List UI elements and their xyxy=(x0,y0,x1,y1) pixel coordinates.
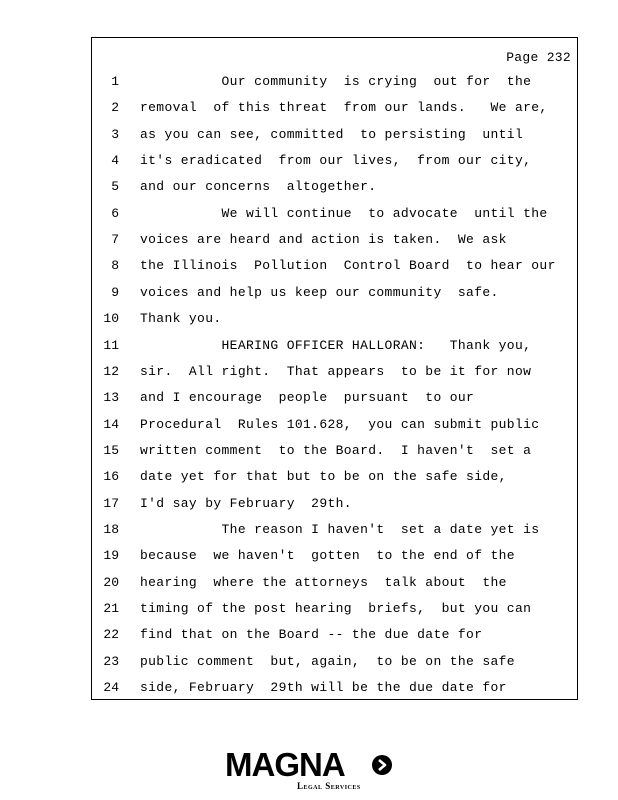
line-text: side, February 29th will be the due date for xyxy=(140,680,507,696)
line-text: removal of this threat from our lands. We are, xyxy=(140,100,548,116)
line-number: 19 xyxy=(103,548,119,564)
line-number: 13 xyxy=(103,390,119,406)
line-text: because we haven't gotten to the end of the xyxy=(140,548,515,564)
line-text: date yet for that but to be on the safe side, xyxy=(140,469,507,485)
logo-wordmark: MAGNA xyxy=(225,746,345,783)
transcript-line xyxy=(92,258,577,274)
line-number: 11 xyxy=(103,337,119,353)
logo-arrow-icon xyxy=(371,754,393,776)
line-number: 14 xyxy=(103,416,119,432)
line-number: 20 xyxy=(103,574,119,590)
transcript-line xyxy=(92,601,577,617)
line-number: 16 xyxy=(103,469,119,485)
line-number: 15 xyxy=(103,442,119,458)
line-number: 10 xyxy=(103,311,119,327)
transcript-line xyxy=(92,311,577,327)
transcript-line xyxy=(92,390,577,406)
line-number: 24 xyxy=(103,680,119,696)
magna-logo xyxy=(225,748,395,794)
transcript-line xyxy=(92,74,577,90)
transcript-line xyxy=(92,232,577,248)
transcript-line xyxy=(92,364,577,380)
transcript-line xyxy=(92,469,577,485)
line-number: 18 xyxy=(103,521,119,537)
line-number: 5 xyxy=(111,179,119,195)
line-text: hearing where the attorneys talk about the xyxy=(140,574,507,590)
line-text: it's eradicated from our lives, from our city, xyxy=(140,153,532,169)
line-text: timing of the post hearing briefs, but you can xyxy=(140,601,532,616)
line-number: 8 xyxy=(111,258,119,274)
line-number: 4 xyxy=(111,153,119,169)
transcript-line xyxy=(92,680,577,696)
line-text: public comment but, again, to be on the safe xyxy=(140,653,515,669)
line-text: and I encourage people pursuant to our xyxy=(140,390,475,406)
line-number: 2 xyxy=(111,100,119,116)
line-number: 1 xyxy=(111,74,119,89)
line-text: sir. All right. That appears to be it for now xyxy=(140,363,532,379)
line-number: 3 xyxy=(111,126,119,142)
line-number: 23 xyxy=(103,653,119,669)
transcript-line xyxy=(92,417,577,433)
line-text: and our concerns altogether. xyxy=(140,179,377,195)
line-text: Procedural Rules 101.628, you can submit public xyxy=(140,416,540,432)
line-number: 12 xyxy=(103,363,119,379)
transcript-line xyxy=(92,443,577,459)
line-text: We will continue to advocate until the xyxy=(140,205,548,221)
line-number: 21 xyxy=(103,601,119,616)
transcript-line xyxy=(92,338,577,354)
transcript-line xyxy=(92,153,577,169)
transcript-line xyxy=(92,627,577,643)
transcript-line xyxy=(92,575,577,591)
line-text: voices and help us keep our community safe. xyxy=(140,284,499,300)
line-text: as you can see, committed to persisting until xyxy=(140,126,524,142)
line-number: 17 xyxy=(103,495,119,511)
line-text: written comment to the Board. I haven't set a xyxy=(140,442,532,458)
line-text: find that on the Board -- the due date for xyxy=(140,627,483,643)
line-text: voices are heard and action is taken. We ask xyxy=(140,232,507,248)
line-text: Thank you. xyxy=(140,311,222,327)
transcript-line xyxy=(92,179,577,195)
line-number: 9 xyxy=(111,284,119,300)
line-text: HEARING OFFICER HALLORAN: Thank you, xyxy=(140,337,532,353)
line-text: The reason I haven't set a date yet is xyxy=(140,521,540,537)
transcript-line xyxy=(92,522,577,538)
transcript-line xyxy=(92,285,577,301)
line-number: 6 xyxy=(111,205,119,221)
line-text: Our community is crying out for the xyxy=(140,74,532,89)
transcript-line xyxy=(92,654,577,670)
transcript-line xyxy=(92,127,577,143)
transcript-line xyxy=(92,100,577,116)
line-text: the Illinois Pollution Control Board to hear our xyxy=(140,258,556,274)
line-number: 7 xyxy=(111,232,119,248)
line-text: I'd say by February 29th. xyxy=(140,495,352,511)
logo-subtext: Legal Services xyxy=(297,781,361,791)
transcript-line xyxy=(92,206,577,222)
transcript-line xyxy=(92,496,577,512)
page-number: Page 232 xyxy=(506,50,571,65)
transcript-page-frame xyxy=(91,37,578,700)
transcript-line xyxy=(92,548,577,564)
line-number: 22 xyxy=(103,627,119,643)
